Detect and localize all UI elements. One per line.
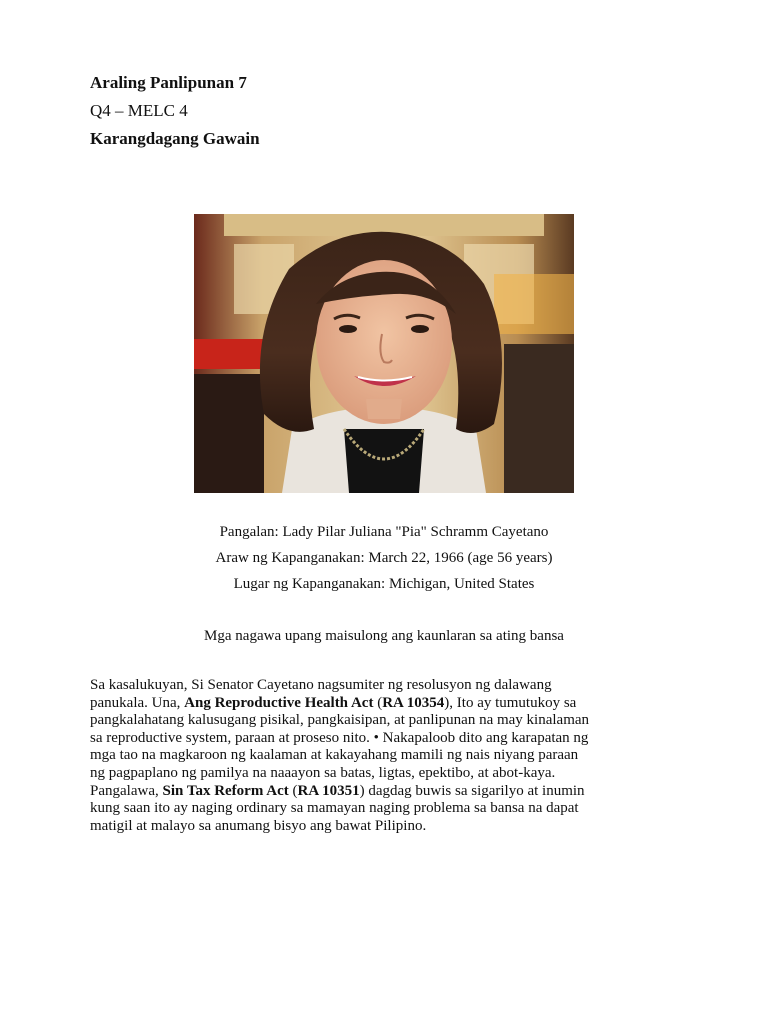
paragraph-text: panukala. Una, bbox=[90, 694, 185, 711]
subject-title: Araling Panlipunan 7 bbox=[90, 73, 247, 92]
birth-place: Lugar ng Kapanganakan: Michigan, United States bbox=[233, 576, 535, 592]
paragraph-text: ( bbox=[373, 694, 383, 711]
birth-date: Araw ng Kapanganakan: March 22, 1966 (age 56 years) bbox=[215, 550, 553, 566]
paragraph-text: ( bbox=[288, 782, 298, 799]
paragraph-line: sa reproductive system, paraan at proseso nito. • Nakapaloob dito ang karapatan ng bbox=[90, 729, 589, 746]
paragraph-line bbox=[90, 695, 690, 713]
task-title: Karangdagang Gawain bbox=[90, 129, 260, 148]
paragraph-line: ng pagpaplano ng pamilya na naaayon sa batas, ligtas, epektibo, at abot-kaya. bbox=[90, 764, 556, 781]
portrait-photo bbox=[194, 214, 574, 493]
quarter-label: Q4 – MELC 4 bbox=[90, 101, 188, 120]
law-title-sin-tax: Sin Tax Reform Act bbox=[162, 782, 289, 799]
paragraph-line: matigil at malayo sa anumang bisyo ang bawat Pilipino. bbox=[90, 817, 427, 834]
paragraph-line: pangkalahatang kalusugang pisikal, pangkaisipan, at panlipunan na may kinalaman bbox=[90, 712, 590, 729]
paragraph-line: Sa kasalukuyan, Si Senator Cayetano nagsumiter ng resolusyon ng dalawang bbox=[90, 677, 552, 693]
paragraph-line bbox=[90, 783, 690, 801]
person-name: Pangalan: Lady Pilar Juliana "Pia" Schramm Cayetano bbox=[219, 524, 549, 540]
paragraph-text: Pangalawa, bbox=[90, 782, 163, 799]
law-number-rh: RA 10354 bbox=[382, 694, 445, 711]
accomplishments-heading: Mga nagawa upang maisulong ang kaunlaran sa ating bansa bbox=[204, 628, 564, 644]
paragraph-line: mga tao na magkaroon ng kaalaman at kakayahang mamili ng nais niyang paraan bbox=[90, 747, 579, 764]
paragraph-line: kung saan ito ay naging ordinary sa mamayan naging problema sa bansa na dapat bbox=[90, 800, 579, 817]
law-number-sin-tax: RA 10351 bbox=[297, 782, 360, 799]
law-title-rh: Ang Reproductive Health Act bbox=[184, 694, 374, 711]
paragraph-text: ), Ito ay tumutukoy sa bbox=[444, 694, 577, 711]
accomplishments-paragraph bbox=[90, 677, 690, 835]
paragraph-text: ) dagdag buwis sa sigarilyo at inumin bbox=[359, 782, 585, 799]
